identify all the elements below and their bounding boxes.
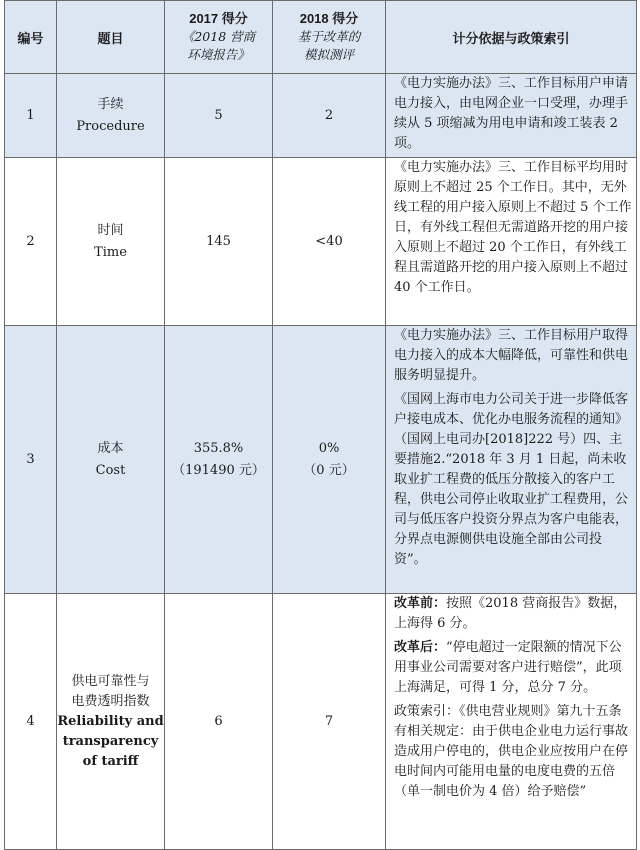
row-item: 手续 Procedure [57,74,165,158]
row-number: 1 [5,74,57,158]
basis-text: 《电力实施办法》三、工作目标用户申请电力接入，由电网企业一口受理，办理手续从 5 项缩减为用电申请和竣工装表 2 项。 [386,74,637,158]
row-number: 3 [5,326,57,594]
policy-score-table [4,0,637,850]
after-reform-label: 改革后： [394,640,447,655]
row-item: 成本 Cost [57,326,165,594]
table-row [5,594,637,850]
before-reform-label: 改革前： [394,596,447,611]
score-2018: 2 [273,74,386,158]
table-row [5,326,637,594]
table-row [5,74,637,158]
score-2018: 0% （0 元） [273,326,386,594]
score-2018: <40 [273,158,386,326]
score-2017: 5 [165,74,273,158]
header-no: 编号 [5,1,57,74]
row-number: 4 [5,594,57,850]
table-header-row [5,1,637,74]
row-item: 供电可靠性与 电费透明指数 Reliability and transparency of tariff [57,594,165,850]
header-item: 题目 [57,1,165,74]
header-2017-score: 2017 得分 《2018 营商 环境报告》 [165,1,273,74]
row-number: 2 [5,158,57,326]
basis-text: 《电力实施办法》三、工作目标平均用时原则上不超过 25 个工作日。其中，无外线工程的用户接入原则上不超过 5 个工作日，有外线工程但无需道路开挖的用户接入原则上不超过 20 个工作日，有外线工程且需道路开挖的用户接入原则上不超过 40 个工作日。 [386,158,637,326]
header-2018-score: 2018 得分 基于改革的 模拟测评 [273,1,386,74]
table-row [5,158,637,326]
score-2018: 7 [273,594,386,850]
score-2017: 145 [165,158,273,326]
basis-text: 《电力实施办法》三、工作目标用户取得电力接入的成本大幅降低，可靠性和供电服务明显提升。 《国网上海市电力公司关于进一步降低客户接电成本、优化办电服务流程的通知》（国网上电司办[2018]222 号）四、主要措施2.“2018 年 3 月 1 日起，尚未收取业扩工程费的低压分散接入的客户工程，供电公司停止收取业扩工程费用，公司与低压客户投资分界点为客户电能表，分界点电源侧供电设施全部由公司投资”。 [386,326,637,594]
score-2017: 6 [165,594,273,850]
row-item: 时间 Time [57,158,165,326]
header-basis: 计分依据与政策索引 [386,1,637,74]
basis-text: 改革前：按照《2018 营商报告》数据，上海得 6 分。 改革后：“停电超过一定限额的情况下公用事业公司需要对客户进行赔偿”，此项上海满足，可得 1 分，总分 7 分。 政策索引：《供电营业规则》第九十五条有相关规定：由于供电企业电力运行事故造成用户停电的，供电企业应按用户在停电时间内可能用电量的电度电费的五倍（单一制电价为 4 倍）给予赔偿” [386,594,637,850]
score-2017: 355.8% （191490 元） [165,326,273,594]
